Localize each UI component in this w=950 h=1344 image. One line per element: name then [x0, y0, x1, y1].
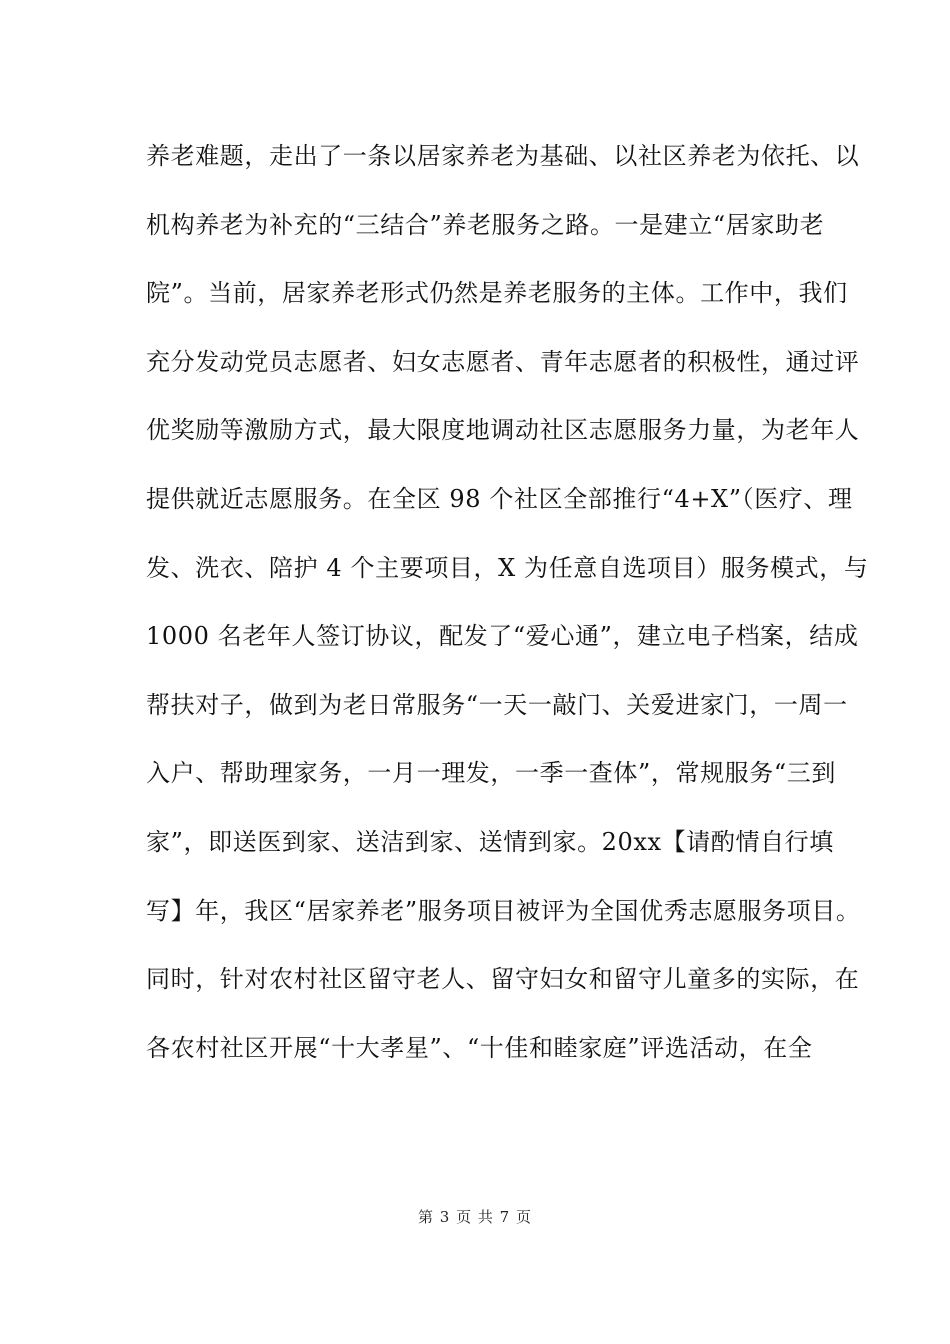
- text-line: 充分发动党员志愿者、妇女志愿者、青年志愿者的积极性，通过评: [146, 347, 860, 376]
- page-number-label: 第 3 页 共 7 页: [418, 1208, 532, 1226]
- text-line: 优奖励等激励方式，最大限度地调动社区志愿服务力量，为老年人: [146, 416, 860, 445]
- text-line: 入户、帮助理家务，一月一理发，一季一查体”，常规服务“三到: [146, 759, 836, 788]
- text-line: 院”。当前，居家养老形式仍然是养老服务的主体。工作中，我们: [146, 279, 848, 308]
- text-line: 帮扶对子，做到为老日常服务“一天一敲门、关爱进家门，一周一: [146, 690, 848, 719]
- text-line: 家”，即送医到家、送洁到家、送情到家。20xx【请酌情自行填: [146, 827, 834, 856]
- text-line: 养老难题，走出了一条以居家养老为基础、以社区养老为依托、以: [146, 142, 860, 170]
- text-line: 写】年，我区“居家养老”服务项目被评为全国优秀志愿服务项目。: [146, 896, 861, 925]
- text-line: 同时，针对农村社区留守老人、留守妇女和留守儿童多的实际，在: [146, 965, 860, 994]
- body-paragraph: [146, 134, 869, 1094]
- page-number-footer: [0, 1206, 950, 1227]
- text-line: 各农村社区开展“十大孝星”、“十佳和睦家庭”评选活动，在全: [146, 1033, 813, 1062]
- text-line: 1000 名老年人签订协议，配发了“爱心通”，建立电子档案，结成: [146, 622, 859, 651]
- text-line: 发、洗衣、陪护 4 个主要项目，X 为任意自选项目）服务模式，与: [146, 553, 869, 582]
- text-line: 提供就近志愿服务。在全区 98 个社区全部推行“4+X”（医疗、理: [146, 484, 853, 513]
- text-line: 机构养老为补充的“三结合”养老服务之路。一是建立“居家助老: [146, 210, 825, 239]
